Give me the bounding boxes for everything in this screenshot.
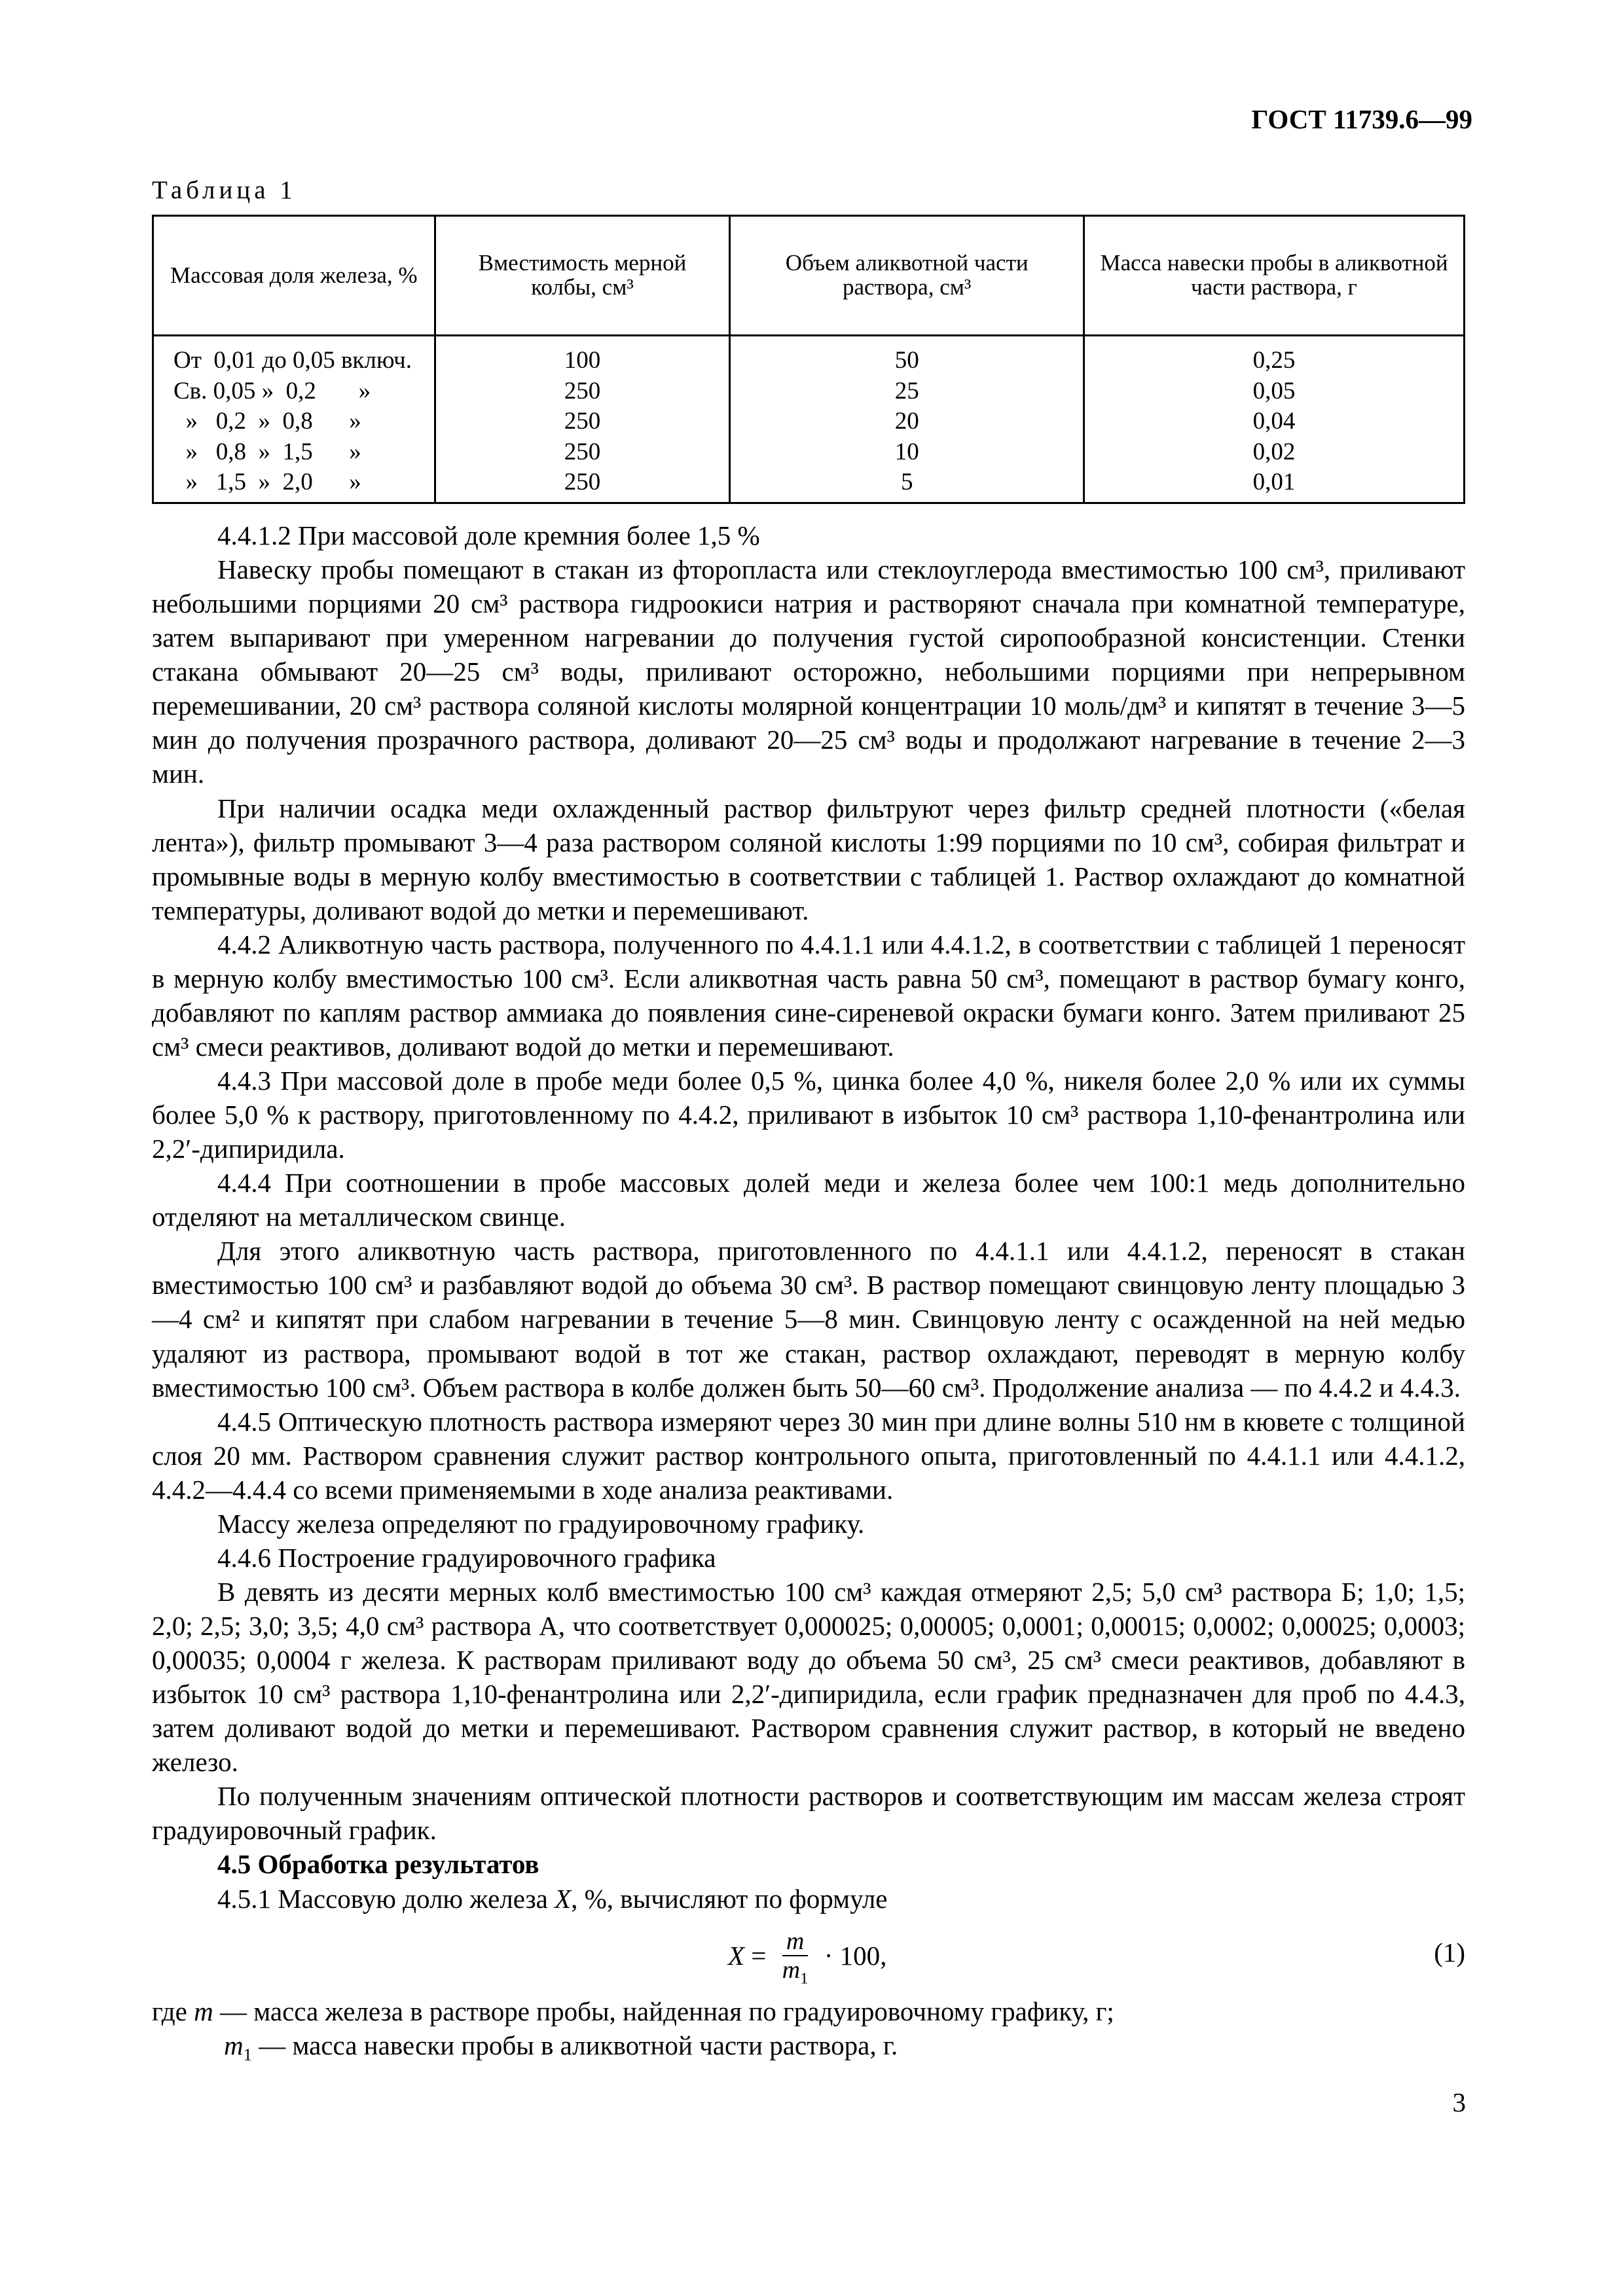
- formula-intro-suffix: , %, вычисляют по формуле: [571, 1883, 888, 1914]
- paragraph: 4.4.5 Оптическую плотность раствора измеряют через 30 мин при длине волны 510 нм в кювете с толщиной слоя 20 мм. Раствором сравнения служит раствор контрольного опыта, приготовленный по 4.4.1.1 или 4.4.1.2, 4.4.2—4.4.4 со всеми применяемыми в ходе анализа реактивами.: [152, 1406, 1465, 1505]
- paragraph: Для этого аликвотную часть раствора, приготовленного по 4.4.1.1 или 4.4.1.2, переносят в стакан вместимостью 100 см³ и разбавляют водой до объема 30 см³. В раствор помещают свинцовую ленту площадью 3—4 см² и кипятят при слабом нагревании в течение 5—8 мин. Свинцовую ленту с осажденной на ней медью удаляют из раствора, промывают водой в тот же стакан, раствор охлаждают, переводят в мерную колбу вместимостью 100 см³. Объем раствора в колбе должен быть 50—60 см³. Продолжение анализа — по 4.4.2 и 4.4.3.: [152, 1236, 1465, 1403]
- formula-denominator-sub: 1: [800, 1969, 809, 1988]
- paragraph: Навеску пробы помещают в стакан из фторопласта или стеклоуглерода вместимостью 100 см³, приливают небольшими порциями 20 см³ раствора гидроокиси натрия и растворяют сначала при комнатной температуре, затем выпаривают при умеренном нагревании до получения густой сиропообразной консистенции. Стенки стакана обмывают 20—25 см³ воды, приливают осторожно, небольшими порциями при непрерывном перемешивании, 20 см³ раствора соляной кислоты молярной концентрации 10 моль/дм³ и кипятят в течение 3—5 мин до получения прозрачного раствора, доливают 20—25 см³ воды и продолжают нагревание в течение 2—3 мин.: [152, 554, 1465, 789]
- formula-number: (1): [1434, 1937, 1465, 1967]
- table-cell: 250: [564, 408, 601, 435]
- document-code: ГОСТ 11739.6—99: [1251, 104, 1472, 134]
- formula-intro-variable: X: [555, 1883, 572, 1914]
- paragraph: 4.4.1.2 При массовой доле кремния более 1,5 %: [217, 520, 760, 550]
- table-header-cell: Масса навески пробы в аликвотной части раствора, г: [1084, 216, 1465, 336]
- table-cell: 0,02: [1252, 438, 1296, 465]
- paragraph: 4.4.2 Аликвотную часть раствора, полученного по 4.4.1.1 или 4.4.1.2, в соответствии с таблицей 1 переносят в мерную колбу вместимостью 100 см³. Если аликвотная часть равна 50 см³, помещают в раствор бумагу конго, добавляют по каплям раствор аммиака до появления сине-сиреневой окраски бумаги конго. Затем приливают 25 см³ смеси реактивов, доливают водой до метки и перемешивают.: [152, 929, 1465, 1062]
- table-caption: Таблица 1: [152, 176, 297, 204]
- table-header-row: [153, 216, 1465, 336]
- formula-expression: [728, 1927, 887, 1988]
- table-column-iron-fraction: [153, 336, 435, 503]
- where-prefix: где: [152, 1996, 194, 2026]
- where-var-2-sub: 1: [243, 2044, 252, 2064]
- iron-mass-table: [152, 215, 1465, 504]
- where-line-1: [152, 1994, 1465, 2028]
- formula-denominator-var: m: [782, 1956, 801, 1984]
- table-cell: 0,25: [1252, 347, 1296, 374]
- paragraph: При наличии осадка меди охлажденный раствор фильтруют через фильтр средней плотности («белая лента»), фильтр промывают 3—4 раза раствором соляной кислоты 1:99 порциями по 10 см³, собирая фильтрат и промывные воды в мерную колбу вместимостью в соответствии с таблицей 1. Раствор охлаждают до комнатной температуры, доливают водой до метки и перемешивают.: [152, 793, 1465, 925]
- table-cell: 250: [564, 377, 601, 404]
- table-body-row: [153, 336, 1465, 503]
- page-number: 3: [1452, 2087, 1466, 2117]
- table-column-sample-mass: [1084, 336, 1465, 503]
- table-cell: 250: [564, 438, 601, 465]
- table-cell: 0,04: [1252, 408, 1296, 435]
- paragraph: В девять из десяти мерных колб вместимостью 100 см³ каждая отмеряют 2,5; 5,0 см³ раствора Б; 1,0; 1,5; 2,0; 2,5; 3,0; 3,5; 4,0 см³ раствора А, что соответствует 0,000025; 0,00005; 0,0001; 0,00015; 0,0002; 0,00025; 0,0003; 0,00035; 0,0004 г железа. К растворам приливают воду до объема 50 см³, 25 см³ смеси реактивов, добавляют в избыток 10 см³ раствора 1,10-фенантролина или 2,2′-дипиридила, если график предназначен для проб по 4.4.3, затем доливают водой до метки и перемешивают. Раствором сравнения служит раствор, в который не введено железо.: [152, 1576, 1465, 1778]
- formula-intro-prefix: 4.5.1 Массовую долю железа: [217, 1883, 555, 1914]
- table-cell: 0,05: [1252, 377, 1296, 404]
- table-column-aliquot-volume: [730, 336, 1084, 503]
- where-var-1: m: [194, 1996, 213, 2026]
- table-cell: » 0,8 » 1,5 »: [173, 438, 361, 465]
- paragraph: 4.4.6 Построение градуировочного графика: [217, 1542, 716, 1573]
- table-cell: От 0,01 до 0,05 включ.: [173, 347, 412, 374]
- table-cell: 25: [894, 377, 919, 404]
- table-cell: 250: [564, 469, 601, 496]
- formula-lhs: X: [728, 1940, 745, 1971]
- formula-equals: =: [744, 1940, 773, 1971]
- table-cell: 0,01: [1252, 469, 1296, 496]
- where-def-1: — масса железа в растворе пробы, найденная по градуировочному графику, г;: [213, 1996, 1114, 2026]
- table-cell: 20: [894, 408, 919, 435]
- where-var-2: m: [224, 2030, 244, 2060]
- formula-block: [152, 1916, 1465, 1994]
- table-column-flask-volume: [435, 336, 730, 503]
- table-header-cell: Вместимость мерной колбы, см³: [435, 216, 730, 336]
- formula-rhs: · 100,: [817, 1940, 887, 1971]
- table-cell: 10: [894, 438, 919, 465]
- paragraph: Массу железа определяют по градуировочному графику.: [217, 1508, 865, 1539]
- table-cell: 100: [564, 347, 601, 374]
- paragraph: 4.4.3 При массовой доле в пробе меди более 0,5 %, цинка более 4,0 %, никеля более 2,0 % или их суммы более 5,0 % к раствору, приготовленному по 4.4.2, приливают в избыток 10 см³ раствора 1,10-фенантролина или 2,2′-дипиридила.: [152, 1066, 1465, 1164]
- document-body: [152, 518, 1465, 2062]
- table-cell: Св. 0,05 » 0,2 »: [173, 377, 371, 404]
- table-cell: » 0,2 » 0,8 »: [173, 408, 361, 435]
- table-cell: » 1,5 » 2,0 »: [173, 469, 361, 496]
- formula-denominator: [782, 1956, 809, 1988]
- paragraph: 4.4.4 При соотношении в пробе массовых долей меди и железа более чем 100:1 медь дополнительно отделяют на металлическом свинце.: [152, 1168, 1465, 1232]
- table-header-cell: Массовая доля железа, %: [153, 216, 435, 336]
- formula-numerator: m: [782, 1929, 808, 1956]
- where-def-2: — масса навески пробы в аликвотной части раствора, г.: [251, 2030, 898, 2060]
- where-line-2: [152, 2028, 1465, 2062]
- table-cell: 50: [894, 347, 919, 374]
- formula-intro: [152, 1882, 1465, 1916]
- table-header-cell: Объем аликвотной части раствора, см³: [730, 216, 1084, 336]
- paragraph: По полученным значениям оптической плотности растворов и соответствующим им массам железа строят градуировочный график.: [152, 1781, 1465, 1846]
- table-cell: 5: [900, 469, 913, 496]
- section-heading: [152, 1847, 1465, 1881]
- section-heading-text: 4.5 Обработка результатов: [217, 1849, 539, 1880]
- formula-fraction: [782, 1927, 809, 1988]
